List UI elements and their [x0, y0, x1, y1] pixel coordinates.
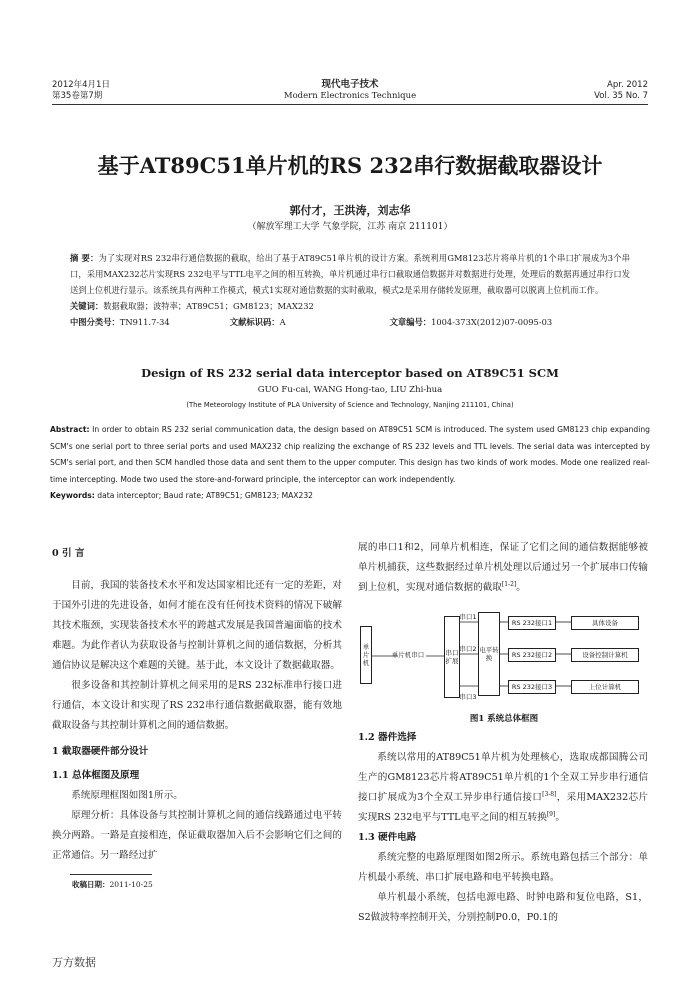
intro-paragraph-2: 很多设备和其控制计算机之间采用的是RS 232标准串行接口进行通信，本文设计和实现了RS 232串行通信数据截取器，能有效地截取设备与其控制计算机之间的通信数据。: [52, 680, 342, 731]
abstract-cn-text: 为了实现对RS 232串行通信数据的截取，给出了基于AT89C51单片机的设计方案。系统利用GM8123芯片将单片机的1个串口扩展成为3个串口，采用MAX232芯片实现RS 232电平与TTL电平之间的相互转换，单片机通过串行口截取通信数据并对数据进行处理，处理后的数据再通过串行口发送到上位机进行显示。该系统具有两种工作模式，模式1实现对通信数据的实时截取，模式2是采用存储转发原理，截取器可以脱离上位机而工作。: [70, 253, 630, 295]
right-column-bottom: [358, 728, 648, 928]
watermark: 万方数据: [52, 956, 96, 969]
rs232-port-2-box: RS 232接口2: [508, 648, 556, 662]
paper-title-en: Design of RS 232 serial data interceptor based on AT89C51 SCM: [141, 366, 559, 380]
authors-cn: 郭付才，王洪涛，刘志华: [289, 204, 411, 217]
mcu-port-label: 单片机串口: [391, 651, 425, 659]
section-1-heading: 1 截取器硬件部分设计: [52, 746, 149, 757]
received-date-label: 收稿日期：: [72, 880, 110, 889]
section-1-1-paragraph-2-cont: 展的串口1和2，同单片机相连，保证了它们之间的通信数据能够被单片机捕获，这些数据经过单片机处理以后通过另一个扩展串口传输到上位机，实现对通信数据的截取[1-2]。: [358, 542, 648, 593]
mcu-box: 单片机: [360, 626, 372, 684]
port-2-label: 串口2: [459, 644, 477, 653]
port-1-label: 串口1: [459, 612, 477, 621]
journal-name-cn: 现代电子技术: [321, 79, 379, 90]
device-box: 具体设备: [571, 616, 639, 630]
right-column-top: [358, 538, 648, 598]
section-1-1-paragraph-1: 系统原理框图如图1所示。: [71, 790, 183, 801]
control-computer-box: 设备控制计算机: [571, 648, 639, 662]
doc-code: A: [279, 317, 286, 327]
affiliation-en: (The Meteorology Institute of PLA University of Science and Technology, Nanjing 211101, China): [186, 401, 514, 409]
keywords-cn: 数据截取器；波特率；AT89C51；GM8123；MAX232: [103, 301, 314, 311]
rs232-port-1-box: RS 232接口1: [508, 616, 556, 630]
continued-text: 展的串口1和2，同单片机相连，保证了它们之间的通信数据能够被单片机捕获，这些数据经过单片机处理以后通过另一个扩展串口传输到上位机，实现对通信数据的截取: [358, 542, 648, 593]
section-1-3-heading: 1.3 硬件电路: [358, 832, 417, 843]
keywords-cn-label: 关键词：: [70, 301, 104, 311]
rs232-port-3-box: RS 232接口3: [508, 680, 556, 694]
received-date-value: 2011-10-25: [109, 880, 153, 889]
section-1-3-paragraph-2: 单片机最小系统，包括电源电路、时钟电路和复位电路，S1，S2做波特率控制开关，分别控制P0.0，P0.1的: [358, 892, 648, 923]
paper-title: 基于AT89C51单片机的RS 232串行数据截取器设计: [97, 153, 603, 178]
abstract-cn-label: 摘 要：: [70, 253, 99, 263]
citation-1-2: [1-2]: [501, 580, 517, 588]
intro-paragraph-1: 目前，我国的装备技术水平和发达国家相比还有一定的差距，对于国外引进的先进设备，如何才能在没有任何技术资料的情况下破解其技术瓶颈，实现装备技术水平的跨越式发展是我国普遍面临的技术难题。为此作者认为获取设备与控制计算机之间的通信数据，分析其通信协议是解决这个难题的关键。基于此，本文设计了数据截取器。: [52, 580, 342, 671]
section-1-1-heading: 1.1 总体框图及原理: [52, 770, 140, 781]
authors-en: GUO Fu-cai, WANG Hong-tao, LIU Zhi-hua: [257, 385, 443, 395]
abstract-en-text: In order to obtain RS 232 serial communication data, the design based on AT89C51 SCM is introduced. The system used GM8123 chip expanding SCM's one serial port to three serial ports and used MAX232 chip realizing the exchange of RS 232 levels and TTL levels. The serial data was intercepted by SCM's serial port, and then SCM handled those data and sent them to the upper computer. This design has two kinds of work modes. Mode one realized real-time intercepting. Mode two used the store-and-forward principle, the interceptor can work independently.: [50, 425, 650, 484]
section-1-1-paragraph-2: 原理分析：具体设备与其控制计算机之间的通信线路通过电平转换分两路。一路是直接相连，保证截取器加入后不会影响它们之间的正常通信。另一路经过扩: [52, 810, 342, 861]
received-date: [72, 879, 153, 890]
level-convert-box: 电平转换: [478, 612, 500, 696]
port-expand-box: 串口扩展: [444, 616, 460, 698]
left-column: [52, 544, 342, 866]
clc-label: 中图分类号：: [70, 317, 120, 327]
citation-9: [9]: [546, 810, 556, 818]
keywords-en-label: Keywords:: [50, 491, 95, 500]
section-0-heading: 0 引 言: [52, 548, 85, 559]
header-rule: [52, 104, 648, 105]
s12-text-b: ，采用MAX232芯片实现RS 232电平与TTL电平之间的相互转换: [358, 792, 648, 823]
footnote-rule: [70, 874, 152, 875]
section-1-2-heading: 1.2 器件选择: [358, 732, 417, 743]
section-1-2-paragraph: 系统以常用的AT89C51单片机为处理核心，选取成都国腾公司生产的GM8123芯片将AT89C51单片机的1个全双工异步串行通信接口扩展成为3个全双工异步串行通信接口[3-8]，采用MAX232芯片实现RS 232电平与TTL电平之间的相互转换[9]。: [358, 752, 648, 823]
issue-vol-en: Vol. 35 No. 7: [594, 91, 648, 101]
figure-1-caption: 图1 系统总体框图: [469, 714, 539, 724]
citation-3-8: [3-8]: [542, 790, 557, 798]
keywords-en: data interceptor; Baud rate; AT89C51; GM8123; MAX232: [97, 491, 314, 500]
affiliation-cn: （解放军理工大学 气象学院，江苏 南京 211101）: [247, 222, 453, 232]
article-id: 1004-373X(2012)07-0095-03: [431, 317, 553, 327]
port-3-label: 串口3: [459, 692, 477, 701]
abstract-en: [50, 422, 650, 505]
figure-1-block-diagram: [358, 608, 650, 708]
doc-code-label: 文献标识码：: [229, 317, 280, 327]
issue-date: 2012年4月1日: [52, 80, 110, 90]
clc-number: TN911.7-34: [119, 317, 170, 327]
issue-month-en: Apr. 2012: [607, 80, 648, 90]
abstract-cn: [70, 250, 630, 330]
issue-volume: 第35卷第7期: [52, 91, 103, 101]
journal-name-en: Modern Electronics Technique: [283, 91, 417, 101]
abstract-en-label: Abstract:: [50, 425, 90, 434]
upper-computer-box: 上位计算机: [571, 680, 639, 694]
s12-text-a: 系统以常用的AT89C51单片机为处理核心，选取成都国腾公司生产的GM8123芯片将AT89C51单片机的1个全双工异步串行通信接口扩展成为3个全双工异步串行通信接口: [358, 752, 648, 803]
section-1-3-paragraph-1: 系统完整的电路原理图如图2所示。系统电路包括三个部分：单片机最小系统、串口扩展电路和电平转换电路。: [358, 852, 648, 883]
article-id-label: 文章编号：: [389, 317, 432, 327]
